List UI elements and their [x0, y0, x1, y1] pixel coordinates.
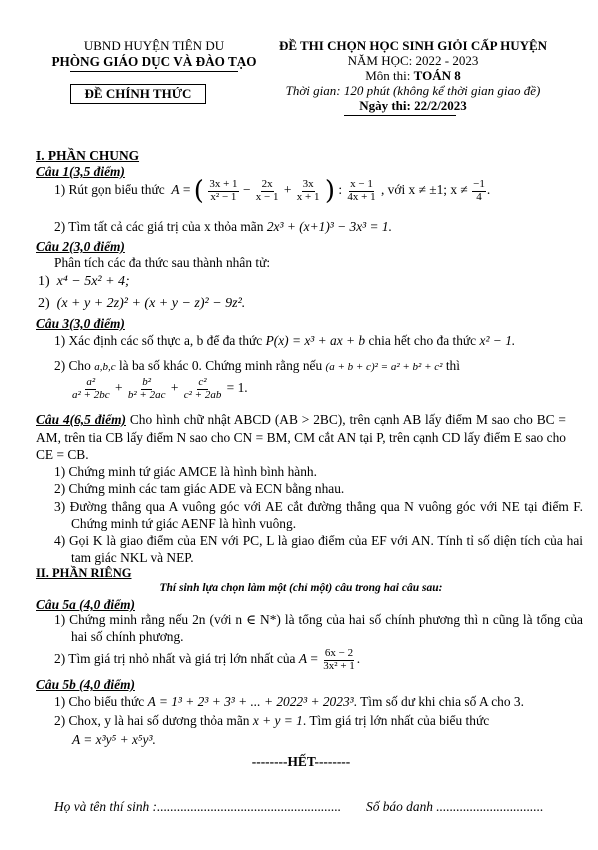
exam-date: Ngày thi: 22/2/2023 — [359, 98, 467, 113]
q3-divisor: x² − 1. — [479, 333, 516, 348]
q5a-denominator: 3x² + 1 — [323, 659, 355, 672]
end-marker: --------HẾT-------- — [251, 754, 351, 769]
q3-part2-text2: là ba số khác 0. Chứng minh rằng nếu — [118, 358, 323, 373]
time-allowed: Thời gian: 120 phút (không kể thời gian giao đề) — [285, 83, 541, 98]
q5b-part1-text: 1) Cho biểu thức — [54, 694, 145, 709]
q1-title: Câu 1(3,5 điểm) — [36, 164, 125, 179]
part1-title: I. PHẦN CHUNG — [36, 148, 140, 163]
q3-title: Câu 3(3,0 điểm) — [36, 316, 125, 331]
subject: TOÁN 8 — [413, 68, 461, 83]
frac-1: $\frac{3x + 1}{\text{x² − 1}}$ — [209, 177, 238, 203]
q5a-numerator: 6x − 2 — [324, 647, 354, 659]
frac-5: $\frac{-1}{4}$ — [473, 177, 485, 203]
q4-intro — [36, 411, 566, 464]
part2-title: II. PHẦN RIÊNG — [36, 566, 132, 580]
candidate-number: Số báo danh ................................ — [366, 799, 544, 814]
part2-note: Thí sinh lựa chọn làm một (chỉ một) câu trong hai câu sau: — [159, 582, 443, 594]
q1-part2 — [54, 219, 392, 235]
q1-equation: 2x³ + (x+1)³ − 3x³ = 1. — [266, 219, 392, 234]
subject-label: Môn thi: — [365, 68, 411, 83]
q3-part2-text: 2) Cho — [54, 358, 91, 373]
q5b-constraint: x + y = 1 — [252, 713, 303, 728]
q3-part2 — [54, 358, 460, 374]
q3-then: thì — [445, 358, 460, 373]
q2-intro: Phân tích các đa thức sau thành nhân tử: — [54, 255, 271, 270]
q4-item-3: 3) Đường thẳng qua A vuông góc với AE cắt đường thẳng qua N vuông góc với NE tại điểm F. Chứng minh tứ giác AENF là hình vuông. — [54, 499, 583, 531]
q5a-part2-text: 2) Tìm giá trị nhỏ nhất và giá trị lớn nhất của — [54, 651, 296, 667]
q3-part1 — [54, 333, 515, 349]
office-underline — [70, 71, 238, 72]
exam-title: ĐỀ THI CHỌN HỌC SINH GIỎI CẤP HUYỆN — [278, 38, 548, 53]
q5b-part2-text: 2) Chox, y là hai số dương thỏa mãn — [54, 713, 250, 728]
q5b-sum: A = 1³ + 2³ + 3³ + ... + 2022³ + 2023³ — [147, 694, 354, 709]
q5a-title: Câu 5a (4,0 điểm) — [36, 597, 135, 612]
q4-title: Câu 4(6,5 điểm) — [36, 412, 126, 427]
q1-part1-text: 1) Rút gọn biểu thức — [54, 182, 165, 198]
q5b-part2-text2: . Tìm giá trị lớn nhất của biểu thức — [302, 713, 490, 728]
q1-part2-text: 2) Tìm tất cả các giá trị của x thỏa mãn — [54, 219, 264, 234]
q3-part1-text: 1) Xác định các số thực a, b để đa thức — [54, 333, 263, 348]
department-name: UBND HUYỆN TIÊN DU — [83, 38, 225, 53]
q4-item-1: 1) Chứng minh tứ giác AMCE là hình bình hành. — [54, 464, 317, 479]
school-year: NĂM HỌC: 2022 - 2023 — [347, 53, 479, 68]
q5a-fraction — [322, 648, 356, 672]
official-label: ĐỀ CHÍNH THỨC — [84, 86, 192, 101]
date-underline — [344, 115, 456, 116]
q5a-part1: 1) Chứng minh rằng nếu 2n (với n ∈ N*) là tổng của hai số chính phương thì n cũng là tổng của hai số chính phương. — [54, 612, 583, 644]
office-name: PHÒNG GIÁO DỤC VÀ ĐÀO TẠO — [51, 54, 257, 69]
q2-part1-expr: x⁴ − 5x² + 4; — [56, 274, 130, 289]
q2-part1: 1) x⁴ − 5x² + 4; — [38, 274, 130, 289]
frac-2: $\frac{2x}{x - 1}$ — [255, 177, 279, 203]
q5b-part1-text2: . Tìm số dư khi chia số A cho 3. — [353, 694, 524, 709]
frac-4: $\frac{x - 1}{4x + 1}$ — [347, 177, 376, 203]
subject-line — [268, 68, 558, 84]
q3-vars: a,b,c — [94, 361, 116, 373]
q3-condition: (a + b + c)² = a² + b² + c² — [325, 361, 443, 373]
q4-item-4: 4) Gọi K là giao điểm của EN với PC, L là giao điểm của EF với AN. Tính tỉ số diện tích của hai tam giác NKL và NEP. — [54, 533, 583, 565]
q5b-title: Câu 5b (4,0 điểm) — [36, 677, 135, 692]
q5b-part1 — [54, 694, 524, 710]
q5b-expression: A = x³y⁵ + x⁵y³. — [72, 732, 156, 747]
q2-title: Câu 2(3,0 điểm) — [36, 239, 125, 254]
q3-part1-text2: chia hết cho đa thức — [368, 333, 477, 348]
q1-condition: , với x ≠ ±1; x ≠ — [380, 182, 468, 198]
q3-conclusion: $\frac{\text{a²}}{\text{a² + 2bc}}$ + $\frac{\text{b²}}{\text{b² + 2ac}}$ + $\frac{\text{c²}}{\text{c² + 2ab}}$ = 1. — [72, 376, 248, 401]
q4-item-2: 2) Chứng minh các tam giác ADE và ECN bằng nhau. — [54, 481, 345, 496]
q2-part2-expr: (x + y + 2z)² + (x + y − z)² − 9z². — [56, 296, 246, 311]
q5a-part2: 2) Tìm giá trị nhỏ nhất và giá trị lớn nhất của A = $\frac{6x - 2}{\text{3x² + 1}}$ . — [54, 647, 361, 672]
q4-intro-text: Cho hình chữ nhật ABCD (AB > 2BC), trên cạnh AB lấy điểm M sao cho BC = AM, trên tia CB lấy điểm N sao cho CN = BM, CM cắt AN tại P, trên cạnh CD lấy điểm E sao cho CE = CB. — [36, 412, 566, 462]
frac-3: $\frac{3x}{x + 1}$ — [296, 177, 320, 203]
q5b-part2 — [54, 713, 489, 729]
q2-part2: 2) (x + y + 2z)² + (x + y − z)² − 9z². — [38, 296, 246, 311]
q1-part1: 1) Rút gọn biểu thức A = ( $\frac{3x + 1}{\text{x² − 1}}$ − $\frac{2x}{x - 1}$ + $\frac{3x}{x + 1}$ ) : $\frac{x - 1}{4x + 1}$ , với x ≠ ±1; x ≠ $\frac{-1}{4}$ . — [54, 176, 491, 206]
q3-polynomial: P(x) = x³ + ax + b — [265, 333, 366, 348]
candidate-name: Họ và tên thí sinh :....................................................... — [54, 799, 342, 814]
